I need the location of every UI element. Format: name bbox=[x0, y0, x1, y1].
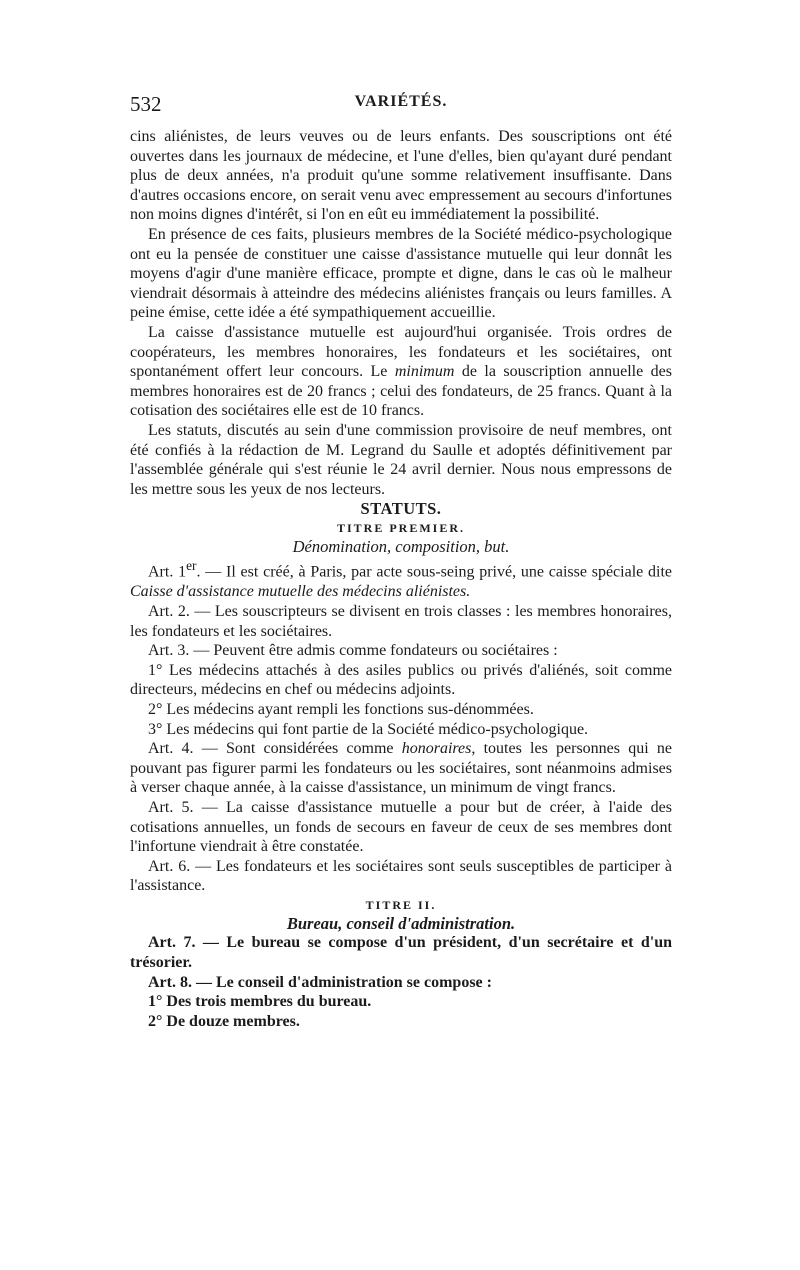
article-5: Art. 5. — La caisse d'assistance mutuelle a pour but de créer, à l'aide des cotisations annuelles, un fonds de secours en faveur de ceux de ses membres dont l'infortune viendrait à être constatée. bbox=[130, 798, 672, 856]
article-8-item-2: 2° De douze membres. bbox=[148, 1012, 300, 1030]
titre-2-heading: TITRE II. bbox=[365, 897, 437, 912]
article-8-item-1: 1° Des trois membres du bureau. bbox=[148, 993, 372, 1011]
article-6: Art. 6. — Les fondateurs et les sociétaires sont seuls susceptibles de participer à l'assistance. bbox=[130, 857, 672, 895]
article-2: Art. 2. — Les souscripteurs se divisent en trois classes : les membres honoraires, les fondateurs et les sociétaires. bbox=[130, 602, 672, 640]
article-1 bbox=[130, 556, 672, 602]
article-1-text: . — Il est créé, à Paris, par acte sous-seing privé, une caisse spéciale dite bbox=[196, 563, 673, 581]
article-3-item-1: 1° Les médecins attachés à des asiles publics ou privés d'aliénés, soit comme directeurs, médecins en chef ou médecins adjoints. bbox=[130, 661, 672, 699]
paragraph-4: Les statuts, discutés au sein d'une commission provisoire de neuf membres, ont été confiés à la rédaction de M. Legrand du Saulle et adoptés définitivement par l'assemblée générale qui s'est réunie le 24 avril dernier. Nous nous empressons de les mettre sous les yeux de nos lecteurs. bbox=[130, 421, 672, 498]
article-4-italic: honoraires bbox=[401, 740, 472, 758]
article-8: Art. 8. — Le conseil d'administration se compose : bbox=[148, 973, 492, 991]
page-number: 532 bbox=[130, 92, 162, 116]
article-7: Art. 7. — Le bureau se compose d'un président, d'un secrétaire et d'un trésorier. bbox=[130, 934, 672, 972]
article-1-sup: er bbox=[186, 558, 197, 574]
bold-articles bbox=[130, 933, 672, 1031]
paragraph-1: cins aliénistes, de leurs veuves ou de leurs enfants. Des souscriptions ont été ouvertes dans les journaux de médecine, et l'une d'elles, bien qu'ayant duré pendant plus de deux années, n'a produit qu'une somme relativement insuffisante. Dans d'autres occasions encore, on serait venu avec empressement au secours d'infortunes non moins dignes d'intérêt, si l'on en eût eu immédiatement la possibilité. bbox=[130, 128, 672, 224]
titre-premier-subtitle: Dénomination, composition, but. bbox=[292, 536, 510, 556]
paragraph-2: En présence de ces faits, plusieurs membres de la Société médico-psychologique ont eu la pensée de constituer une caisse d'assistance mutuelle qui leur donnât les moyens d'agir d'une manière efficace, prompte et digne, dans le cas où le malheur viendrait désormais à atteindre des médecins aliénistes français ou leurs familles. A peine émise, cette idée a été sympathiquement accueillie. bbox=[130, 225, 672, 322]
paragraph-3-text-b: de la souscription annuelle des membres honoraires est de 20 francs ; celui des fondateurs, de 25 francs. Quant à la cotisation des sociétaires elle est de 10 francs. bbox=[130, 363, 672, 420]
article-1-label: Art. 1 bbox=[148, 563, 187, 581]
article-4-text-b: , toutes les personnes qui ne pouvant pas figurer parmi les fondateurs ou les sociétaires, sont néanmoins admises à verser chaque année, à la caisse d'assistance, un minimum de vingt francs. bbox=[130, 740, 672, 797]
paragraph-3-italic: minimum bbox=[394, 363, 455, 381]
article-1-italic: Caisse d'assistance mutuelle des médecins aliénistes. bbox=[130, 583, 471, 601]
page-body bbox=[130, 127, 672, 1031]
page-header bbox=[130, 92, 672, 116]
statuts-heading: STATUTS. bbox=[360, 499, 442, 519]
paragraph-3 bbox=[130, 323, 672, 421]
titre-premier-heading: TITRE PREMIER. bbox=[336, 520, 465, 535]
article-3: Art. 3. — Peuvent être admis comme fondateurs ou sociétaires : bbox=[148, 642, 558, 660]
article-4 bbox=[130, 739, 672, 798]
article-3-item-3: 3° Les médecins qui font partie de la Société médico-psychologique. bbox=[148, 720, 589, 738]
article-4-text-a: Art. 4. — Sont considérées comme bbox=[148, 740, 402, 758]
paragraph-3-text-a: La caisse d'assistance mutuelle est aujourd'hui organisée. Trois ordres de coopérateurs, les membres honoraires, les fondateurs et les sociétaires, ont spontanément offert leur concours. Le bbox=[130, 323, 672, 381]
running-head: VARIÉTÉS. bbox=[354, 93, 448, 110]
titre-2-subtitle: Bureau, conseil d'administration. bbox=[286, 913, 516, 933]
article-3-item-2: 2° Les médecins ayant rempli les fonctions sus-dénommées. bbox=[148, 700, 534, 718]
